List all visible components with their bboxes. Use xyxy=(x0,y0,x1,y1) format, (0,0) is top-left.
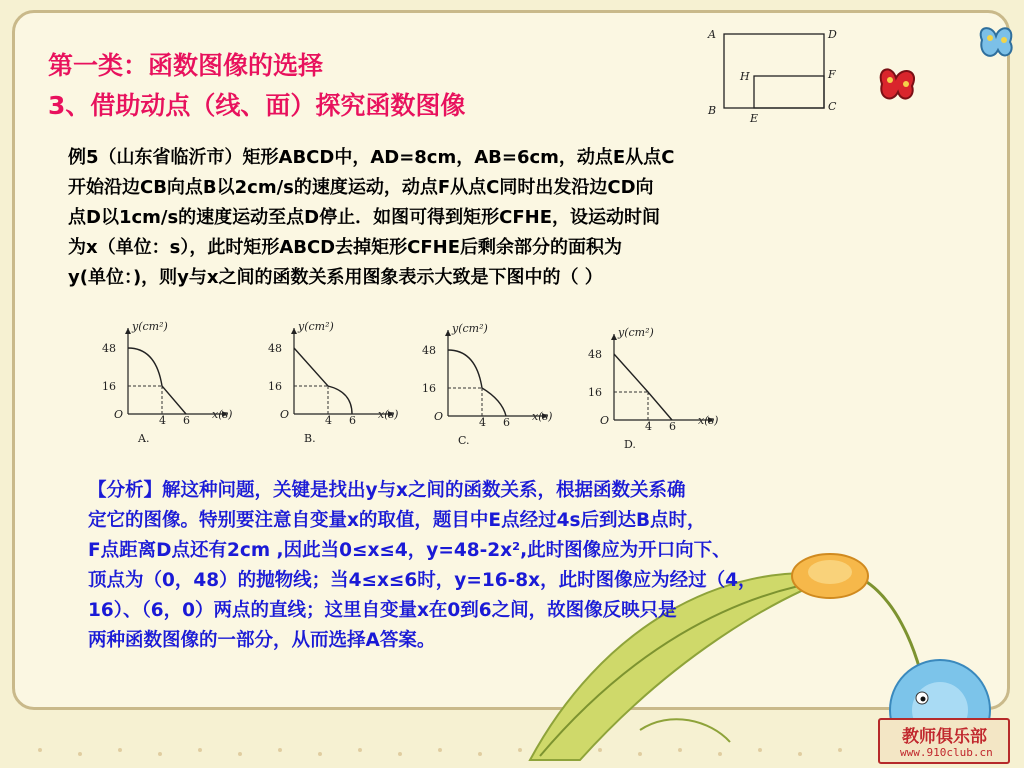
y-arrow-icon xyxy=(125,328,131,334)
label-A: A xyxy=(708,28,716,41)
graph-option-a xyxy=(100,318,250,448)
y-tick-48: 48 xyxy=(422,344,436,357)
problem-statement xyxy=(68,143,908,293)
function-curve xyxy=(294,348,352,414)
y-arrow-icon xyxy=(445,330,451,336)
origin-label: O xyxy=(114,408,124,421)
label-E: E xyxy=(750,112,759,124)
y-axis-label: y(cm²) xyxy=(132,320,168,333)
x-tick-4: 4 xyxy=(325,414,332,427)
butterfly-red-icon xyxy=(876,62,922,106)
option-label: D. xyxy=(624,438,636,451)
badge-name: 教师俱乐部 xyxy=(902,727,987,747)
y-axis-label: y(cm²) xyxy=(618,326,654,339)
function-curve xyxy=(614,354,672,420)
analysis-line: 定它的图像。特别要注意自变量x的取值，题目中E点经过4s后到达B点时， xyxy=(88,510,706,531)
x-tick-4: 4 xyxy=(645,420,652,433)
analysis-line: 【分析】解这种问题，关键是找出y与x之间的函数关系，根据函数关系确 xyxy=(88,480,686,501)
heading-line-1: 第一类：函数图像的选择 xyxy=(48,51,324,80)
y-tick-16: 16 xyxy=(268,380,282,393)
analysis-line: 顶点为（0，48）的抛物线；当4≤x≤6时，y=16-8x，此时图像应为经过（4， xyxy=(88,570,757,591)
function-curve xyxy=(448,350,506,416)
problem-line: 开始沿边CB向点B以2cm/s的速度运动，动点F从点C同时出发沿边CD向 xyxy=(68,177,654,198)
label-B: B xyxy=(708,104,717,117)
option-label: A. xyxy=(138,432,150,445)
problem-line: 点D以1cm/s的速度运动至点D停止．如图可得到矩形CFHE，设运动时间 xyxy=(68,207,660,228)
rectangle-figure xyxy=(700,24,850,124)
label-C: C xyxy=(828,100,837,113)
club-badge xyxy=(878,718,1010,764)
y-arrow-icon xyxy=(291,328,297,334)
label-F: F xyxy=(828,68,836,81)
y-arrow-icon xyxy=(611,334,617,340)
origin-label: O xyxy=(280,408,290,421)
analysis-line: F点距离D点还有2cm ,因此当0≤x≤4，y=48-2x²,此时图像应为开口向下、 xyxy=(88,540,731,561)
x-tick-4: 4 xyxy=(479,416,486,429)
x-tick-6: 6 xyxy=(669,420,676,433)
x-tick-6: 6 xyxy=(183,414,190,427)
badge-url: www.910club.cn xyxy=(900,746,993,759)
problem-line: y(单位：)，则y与x之间的函数关系用图象表示大致是下图中的（ ） xyxy=(68,267,603,288)
y-tick-16: 16 xyxy=(588,386,602,399)
y-axis-label: y(cm²) xyxy=(452,322,488,335)
graph-option-d xyxy=(586,324,736,454)
analysis-line: 两种函数图像的一部分，从而选择A答案。 xyxy=(88,630,436,651)
x-tick-6: 6 xyxy=(503,416,510,429)
x-axis-label: x(s) xyxy=(378,408,399,421)
option-label: B. xyxy=(304,432,316,445)
y-tick-48: 48 xyxy=(588,348,602,361)
y-tick-16: 16 xyxy=(102,380,116,393)
graph-option-c xyxy=(420,320,570,450)
label-D: D xyxy=(828,28,837,41)
heading-line-2: 3、借助动点（线、面）探究函数图像 xyxy=(48,91,466,120)
y-tick-48: 48 xyxy=(268,342,282,355)
y-tick-16: 16 xyxy=(422,382,436,395)
graph-option-b xyxy=(266,318,416,448)
origin-label: O xyxy=(600,414,610,427)
y-tick-48: 48 xyxy=(102,342,116,355)
function-curve xyxy=(128,348,186,414)
x-tick-4: 4 xyxy=(159,414,166,427)
label-H: H xyxy=(740,70,750,83)
x-tick-6: 6 xyxy=(349,414,356,427)
origin-label: O xyxy=(434,410,444,423)
y-axis-label: y(cm²) xyxy=(298,320,334,333)
x-axis-label: x(s) xyxy=(532,410,553,423)
problem-line: 例5（山东省临沂市）矩形ABCD中，AD=8cm，AB=6cm，动点E从点C xyxy=(68,147,675,168)
option-label: C. xyxy=(458,434,470,447)
problem-line: 为x（单位：s），此时矩形ABCD去掉矩形CFHE后剩余部分的面积为 xyxy=(68,237,622,258)
analysis-text xyxy=(88,476,968,656)
butterfly-blue-icon xyxy=(974,22,1022,68)
x-axis-label: x(s) xyxy=(698,414,719,427)
analysis-line: 16）、（6，0）两点的直线；这里自变量x在0到6之间，故图像反映只是 xyxy=(88,600,677,621)
x-axis-label: x(s) xyxy=(212,408,233,421)
